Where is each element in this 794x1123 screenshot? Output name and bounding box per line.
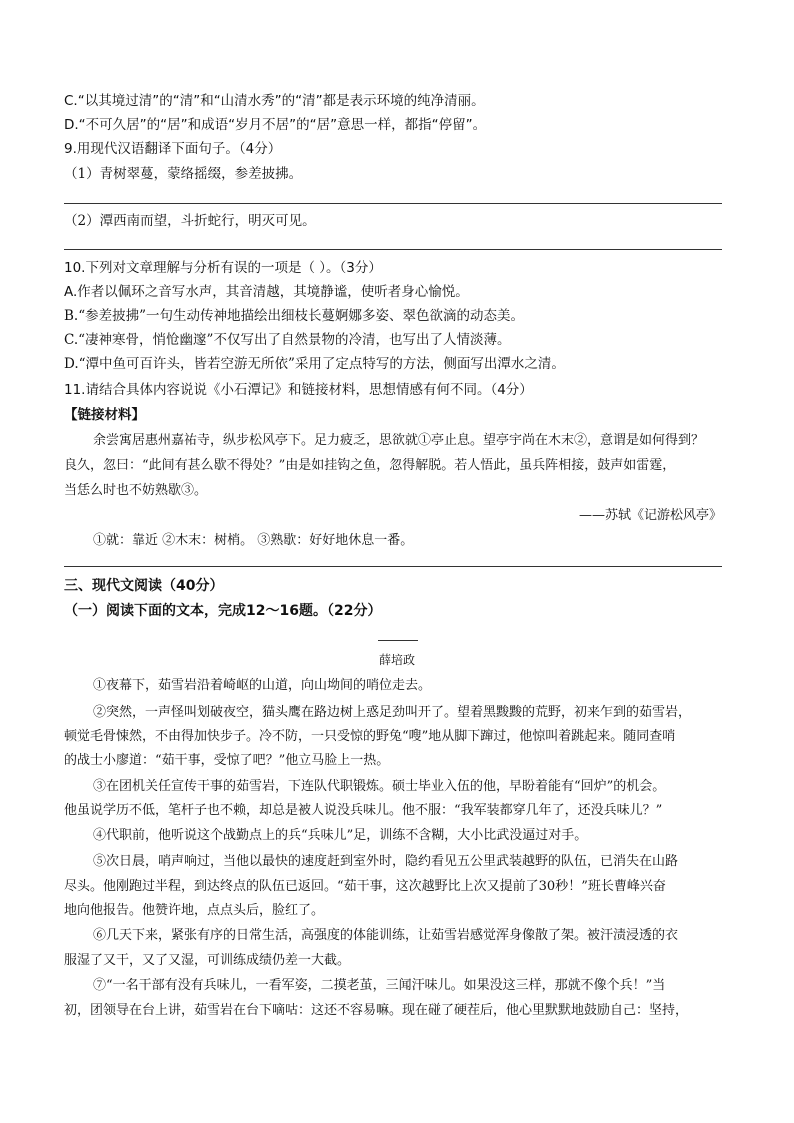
q11-stem: 11.请结合具体内容说说《小石潭记》和链接材料，思想情感有何不同。（4分） [64, 382, 533, 398]
q8-option-d: D.“不可久居”的“居”和成语“岁月不居”的“居”意思一样，都指“停留”。 [64, 117, 487, 133]
answer-line-3 [64, 566, 722, 567]
link-material-line-1: 余尝寓居惠州嘉祐寺，纵步松风亭下。足力疲乏，思欲就①亭止息。望亭宇尚在木末②，意谓是如何得到？ [93, 433, 705, 448]
story-para-5-line-2: 尽头。他刚跑过半程，到达终点的队伍已返回。“茹干事，这次越野比上次又提前了30秒！”班长曹峰兴奋 [64, 879, 666, 894]
link-material-line-3: 当恁么时也不妨熟歇③。 [64, 483, 208, 498]
story-para-3-line-2: 他虽说学历不低，笔杆子也不赖，却总是被人说没兵味儿。他不服：“我军装都穿几年了，还没兵味儿？” [64, 803, 663, 818]
story-para-2-line-2: 顿觉毛骨悚然，不由得加快步子。冷不防，一只受惊的野兔“嗖”地从脚下蹿过，他惊叫着跳起来。随同查哨 [64, 729, 676, 744]
story-title-blank [378, 640, 418, 641]
story-para-2-line-1: ②突然，一声怪叫划破夜空，猫头鹰在路边树上惑足劲叫开了。望着黑黢黢的荒野，初来乍到的茹雪岩， [93, 705, 692, 720]
q9-sentence-2: （2）潭西南而望，斗折蛇行，明灭可见。 [64, 213, 316, 229]
story-para-6-line-1: ⑥几天下来，紧张有序的日常生活，高强度的体能训练，让茹雪岩感觉浑身像散了架。被汗渍浸透的衣 [93, 928, 679, 943]
story-para-5-line-3: 地向他报告。他赞许地，点点头后，脸红了。 [64, 903, 325, 918]
link-material-signature: ——苏轼《记游松风亭》 [578, 508, 722, 523]
q10-option-b: B.“参差披拂”一句生动传神地描绘出细枝长蔓婀娜多姿、翠色欲滴的动态美。 [64, 308, 525, 324]
link-material-notes: ①就：靠近 ②木末：树梢。 ③熟歇：好好地休息一番。 [93, 533, 414, 548]
q10-option-c: C.“凄神寒骨，悄怆幽邃”不仅写出了自然景物的冷清，也写出了人情淡薄。 [64, 332, 511, 348]
story-para-7-line-2: 初，团领导在台上讲，茹雪岩在台下嘀咕：这还不容易嘛。现在碰了硬茬后，他心里默默地鼓励自己：坚持， [64, 1003, 689, 1018]
q9-stem: 9.用现代汉语翻译下面句子。（4分） [64, 141, 282, 157]
story-para-2-line-3: 的战士小廖道：“茹干事，受惊了吧？”他立马脸上一热。 [64, 753, 390, 768]
link-material-title: 【链接材料】 [64, 407, 145, 423]
section-heading: 三、现代文阅读（40分） [64, 578, 224, 594]
story-para-1: ①夜幕下，茹雪岩沿着崎岖的山道，向山坳间的哨位走去。 [93, 678, 432, 693]
section-subheading: （一）阅读下面的文本，完成12～16题。（22分） [64, 603, 382, 619]
story-para-7-line-1: ⑦“一名干部有没有兵味儿，一看军姿，二摸老茧，三闻汗味儿。如果没这三样，那就不像个兵！”当 [93, 978, 666, 993]
story-para-4: ④代职前，他听说这个战勤点上的兵“兵味儿”足，训练不含糊，大小比武没逼过对手。 [93, 828, 588, 843]
q9-sentence-1: （1）青树翠蔓，蒙络摇缀，参差披拂。 [64, 166, 303, 182]
story-para-6-line-2: 服湿了又干，又了又湿，可训练成绩仍差一大截。 [64, 953, 351, 968]
story-para-5-line-1: ⑤次日晨，哨声响过，当他以最快的速度赶到室外时，隐约看见五公里武装越野的队伍，已消失在山路 [93, 854, 679, 869]
link-material-line-2: 良久，忽曰：“此间有甚么歇不得处？”由是如挂钩之鱼，忽得解脱。若人悟此，虽兵阵相接，鼓声如雷霆， [64, 458, 676, 473]
q10-option-d: D.“潭中鱼可百许头，皆若空游无所依”采用了定点特写的方法，侧面写出潭水之清。 [64, 356, 565, 372]
answer-line-2 [64, 249, 722, 250]
story-para-3-line-1: ③在团机关任宣传干事的茹雪岩，下连队代职锻炼。硕士毕业入伍的他，早盼着能有“回炉”的机会。 [93, 779, 666, 794]
q10-option-a: A.作者以佩环之音写水声，其音清越，其境静谧，使听者身心愉悦。 [64, 284, 469, 300]
story-author: 薛培政 [378, 653, 415, 667]
q10-stem: 10.下列对文章理解与分析有误的一项是（ ）。（3分） [64, 260, 382, 276]
q8-option-c: C.“以其境过清”的“清”和“山清水秀”的“清”都是表示环境的纯净清丽。 [64, 93, 485, 109]
answer-line-1 [64, 203, 722, 204]
